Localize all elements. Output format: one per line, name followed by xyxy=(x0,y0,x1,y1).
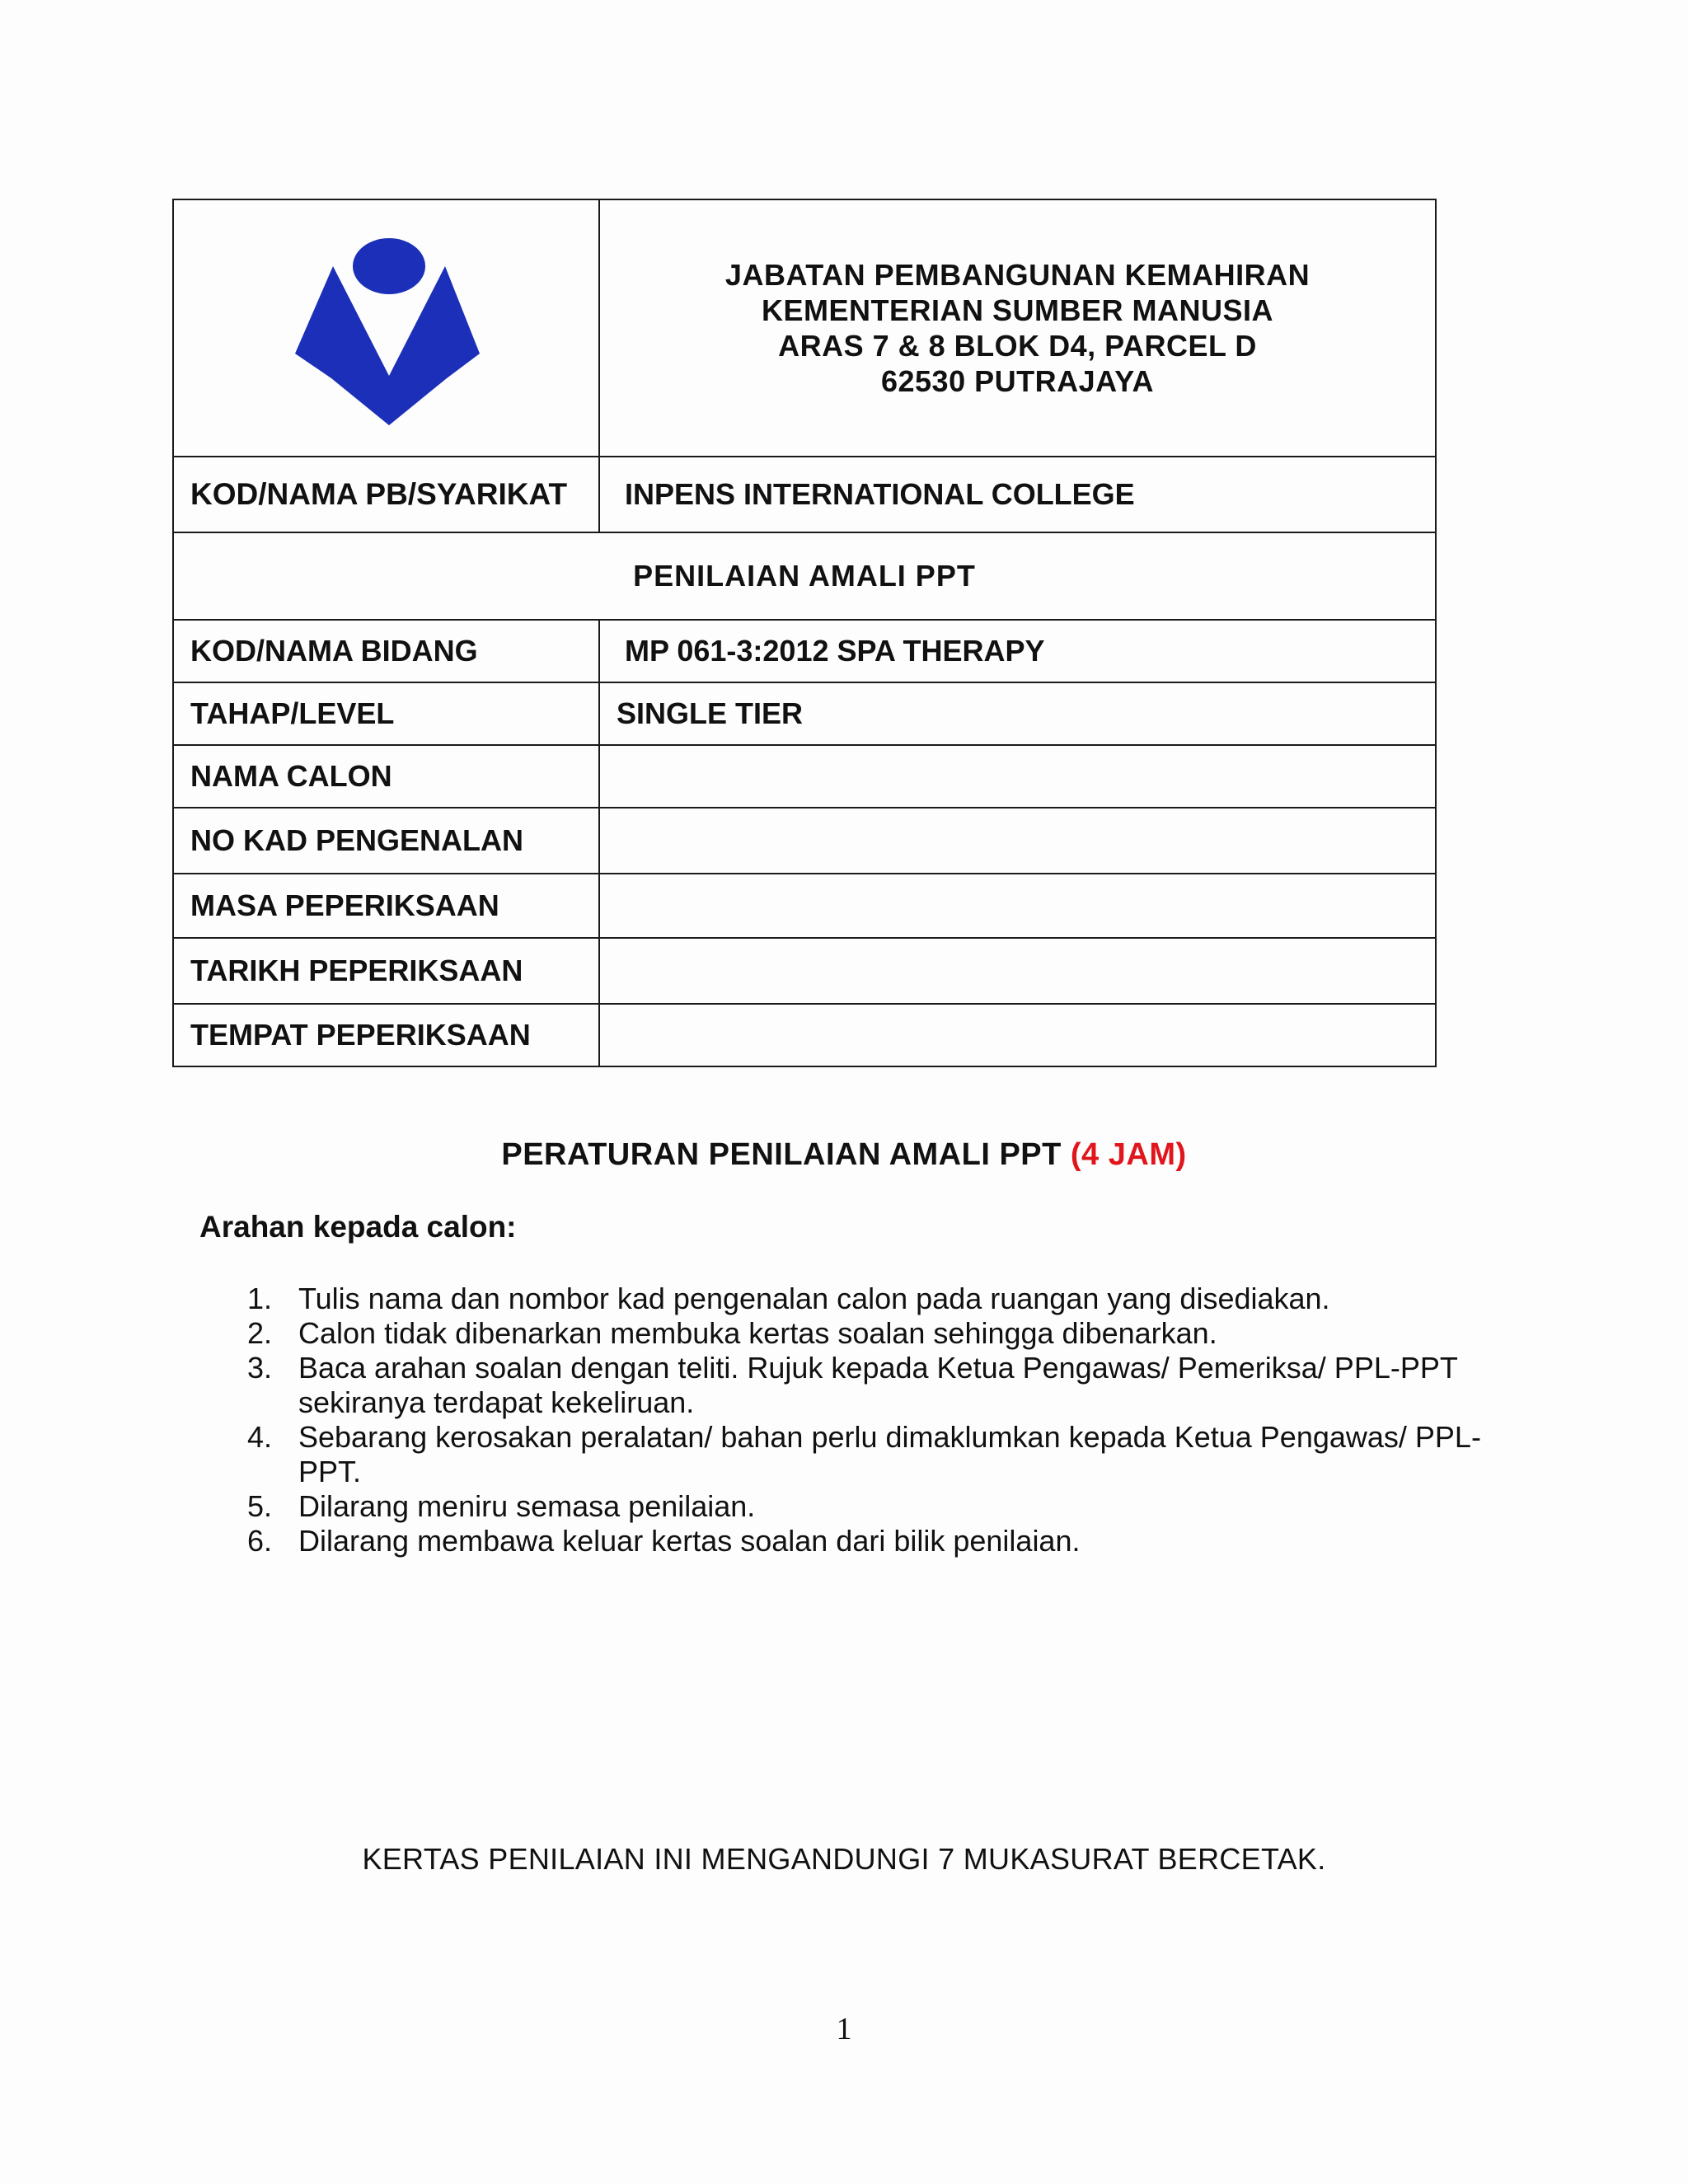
field-value-ic[interactable] xyxy=(599,808,1436,874)
list-item-number: 3. xyxy=(247,1351,273,1385)
document-title: PENILAIAN AMALI PPT xyxy=(173,532,1436,620)
field-value-bidang: MP 061-3:2012 SPA THERAPY xyxy=(599,620,1436,682)
list-item-number: 4. xyxy=(247,1420,273,1454)
list-item-text: Baca arahan soalan dengan teliti. Rujuk kepada Ketua Pengawas/ Pemeriksa/ PPL-PPT sekiranya terdapat kekeliruan. xyxy=(298,1351,1458,1419)
org-line: KEMENTERIAN SUMBER MANUSIA xyxy=(761,293,1273,327)
field-value-tarikh[interactable] xyxy=(599,938,1436,1004)
exam-header-table xyxy=(172,199,1437,1067)
list-item-number: 5. xyxy=(247,1489,273,1523)
org-line: JABATAN PEMBANGUNAN KEMAHIRAN xyxy=(724,257,1311,292)
org-line: 62530 PUTRAJAYA xyxy=(880,364,1155,399)
field-label-tempat: TEMPAT PEPERIKSAAN xyxy=(173,1004,599,1066)
list-item-text: Dilarang membawa keluar kertas soalan dari bilik penilaian. xyxy=(298,1524,1081,1558)
page-count-note: KERTAS PENILAIAN INI MENGANDUNGI 7 MUKASURAT BERCETAK. xyxy=(362,1842,1326,1876)
field-label-tarikh: TARIKH PEPERIKSAAN xyxy=(173,938,599,1004)
list-item xyxy=(247,1524,1517,1558)
instructions-heading: Arahan kepada calon: xyxy=(199,1210,517,1244)
list-item xyxy=(247,1316,1517,1351)
list-item xyxy=(247,1489,1517,1524)
company-value: INPENS INTERNATIONAL COLLEGE xyxy=(599,457,1436,532)
list-item xyxy=(247,1351,1517,1420)
list-item-text: Tulis nama dan nombor kad pengenalan calon pada ruangan yang disediakan. xyxy=(298,1282,1330,1315)
list-item xyxy=(247,1282,1517,1316)
logo-cell xyxy=(173,199,599,457)
rules-duration: (4 JAM) xyxy=(1070,1137,1187,1172)
field-label-masa: MASA PEPERIKSAAN xyxy=(173,874,599,938)
page-number: 1 xyxy=(836,2012,852,2046)
company-label: KOD/NAMA PB/SYARIKAT xyxy=(173,457,599,532)
field-value-tempat[interactable] xyxy=(599,1004,1436,1066)
list-item-number: 1. xyxy=(247,1282,273,1315)
list-item-text: Calon tidak dibenarkan membuka kertas soalan sehingga dibenarkan. xyxy=(298,1316,1217,1350)
list-item-number: 2. xyxy=(247,1316,273,1350)
rules-title xyxy=(0,1137,1688,1173)
field-label-bidang: KOD/NAMA BIDANG xyxy=(173,620,599,682)
list-item-text: Sebarang kerosakan peralatan/ bahan perlu dimaklumkan kepada Ketua Pengawas/ PPL-PPT. xyxy=(298,1420,1481,1488)
field-label-level: TAHAP/LEVEL xyxy=(173,682,599,745)
org-line: ARAS 7 & 8 BLOK D4, PARCEL D xyxy=(778,329,1257,363)
list-item-number: 6. xyxy=(247,1524,273,1558)
field-label-ic: NO KAD PENGENALAN xyxy=(173,808,599,874)
rules-title-text: PERATURAN PENILAIAN AMALI PPT xyxy=(501,1137,1062,1172)
field-label-nama-calon: NAMA CALON xyxy=(173,745,599,808)
list-item-text: Dilarang meniru semasa penilaian. xyxy=(298,1489,756,1523)
jpk-logo-icon xyxy=(292,232,481,425)
list-item xyxy=(247,1420,1517,1489)
field-value-level: SINGLE TIER xyxy=(599,682,1436,745)
organization-address xyxy=(599,199,1436,457)
field-value-nama-calon[interactable] xyxy=(599,745,1436,808)
rules-list xyxy=(247,1282,1517,1558)
field-value-masa[interactable] xyxy=(599,874,1436,938)
